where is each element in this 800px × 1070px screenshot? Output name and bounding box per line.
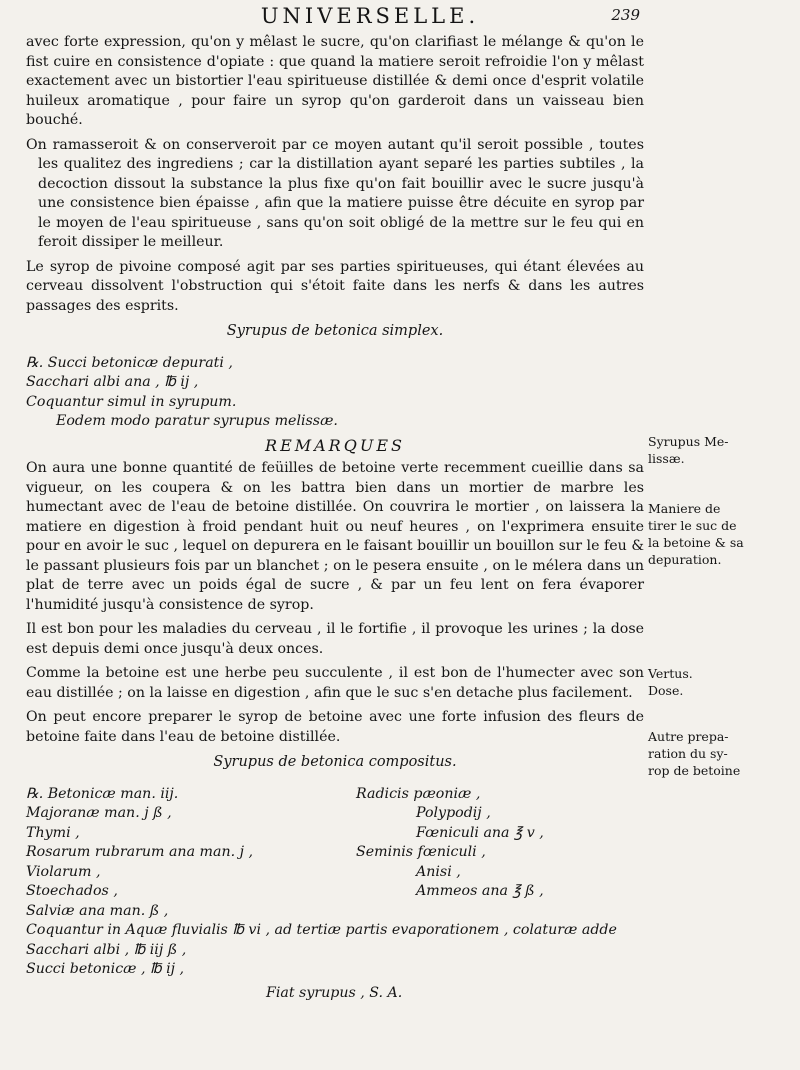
margin-note-melissa: [648, 433, 729, 467]
ingredient: Fœniculi ana ℥ v ,: [416, 824, 544, 841]
margin-note-line: rop de betoine: [648, 763, 741, 778]
ingredient: Anisi ,: [416, 863, 461, 880]
recipe-compositus-tail: [26, 921, 644, 980]
recipe-line: ℞. Succi betonicæ depurati ,: [26, 354, 233, 371]
margin-note-line: Dose.: [648, 683, 684, 698]
heading-simplex: Syrupus de betonica simplex.: [226, 323, 444, 339]
running-title: UNIVERSELLE.: [260, 4, 480, 28]
page-number: 239: [611, 6, 640, 24]
paragraph-ramasser: On ramasseroit & on conserveroit par ce moyen autant qu'il seroit possible , toutes les qualitez des ingrediens ; car la distillation ayant separé les parties subtiles , la decoction dissout la substance la plus fixe qu'on fait bouillir avec le sucre jusqu'à une consistence bien épaisse , afin que la matiere puisse être décuite en syrop par le moyen de l'eau spiritueuse , sans qu'on soit obligé de la mettre sur le feu qui en feroit dissiper le meilleur.: [26, 136, 644, 250]
margin-note-line: la betoine & sa: [648, 535, 744, 550]
ingredient: Polypodij ,: [416, 805, 491, 821]
recipe-simplex: [26, 354, 644, 432]
ingredient: Majoranæ man. j ß ,: [26, 805, 172, 821]
paragraph-opiate: avec forte expression, qu'on y mêlast le sucre, qu'on clarifiast le mélange & qu'on le fist cuire en consistence d'opiate : que quand la matiere seroit refroidie l'on y mêlast exactement avec un bistortier l'eau spiritueuse distillée & demi once d'esprit volatile huileux aromatique , pour faire un syrop qu'on garderoit dans un vaisseau bien bouché.: [26, 34, 644, 128]
ingredient: Radicis pæoniæ ,: [356, 785, 481, 802]
margin-note-line: Maniere de: [648, 501, 721, 516]
margin-note-autre: [648, 728, 740, 779]
recipe-line: Succi betonicæ , ℔ ij ,: [26, 961, 185, 977]
margin-note-line: Autre prepa-: [648, 729, 729, 744]
ingredient: Thymi ,: [26, 824, 80, 841]
margin-note-maniere: [648, 500, 744, 568]
ingredient: Ammeos ana ℥ ß ,: [416, 883, 544, 899]
margin-note-vertus: [648, 665, 693, 699]
remarques-heading: REMARQUES: [265, 435, 405, 455]
margin-note-line: ration du sy-: [648, 746, 728, 761]
paragraph-feuilles: On aura une bonne quantité de feüilles de betoine verte recemment cueillie dans sa vigueur, on les coupera & on les battra bien dans un mortier de marbre les humectant avec de l'eau de betoine distillée. On couvrira le mortier , on laissera la matiere en digestion à froid pendant huit ou neuf heures , on l'exprimera ensuite pour en avoir le suc , lequel on depurera en le faisant bouillir un bouillon sur le feu & le passant plusieurs fois par un blanchet ; on le pesera ensuite , on le mélera dans un plat de terre avec un poids égal de sucre , & par un feu lent on fera évaporer l'humidité jusqu'à consistence de syrop.: [26, 460, 644, 613]
page-header: [0, 2, 800, 32]
ingredient: Violarum ,: [26, 863, 101, 880]
ingredient: [356, 902, 644, 922]
margin-note-line: lissæ.: [648, 451, 685, 466]
recipe-line: Sacchari albi ana , ℔ ij ,: [26, 374, 199, 390]
margin-note-line: tirer le suc de: [648, 518, 737, 533]
margin-note-line: Vertus.: [648, 666, 693, 681]
recipe-line: Sacchari albi , ℔ iij ß ,: [26, 941, 187, 958]
recipe-line: Coquantur in Aquæ fluvialis ℔ vi , ad tertiæ partis evaporationem , colaturæ adde: [26, 922, 617, 938]
ingredient: Stoechados ,: [26, 883, 118, 899]
recipe-line: Coquantur simul in syrupum.: [26, 393, 237, 410]
paragraph-pivoine: Le syrop de pivoine composé agit par ses parties spiritueuses, qui étant élevées au cerveau dissolvent l'obstruction qui s'étoit faite dans les nerfs & dans les autres passages des esprits.: [26, 258, 644, 314]
margin-note-line: Syrupus Me-: [648, 434, 729, 449]
paragraph-humecter: Comme la betoine est une herbe peu succulente , il est bon de l'humecter avec son eau distillée ; on la laisse en digestion , afin que le suc s'en detache plus facilement.: [26, 665, 644, 701]
main-text: [26, 33, 644, 1003]
ingredient: Rosarum rubrarum ana man. j ,: [26, 844, 254, 860]
ingredient: ℞. Betonicæ man. iij.: [26, 785, 179, 802]
recipe-compositus: [26, 785, 644, 922]
heading-compositus: Syrupus de betonica compositus.: [213, 754, 457, 770]
recipe-line: Eodem modo paratur syrupus melissæ.: [56, 413, 338, 429]
ingredient: Seminis fœniculi ,: [356, 844, 486, 860]
paragraph-vertus: Il est bon pour les maladies du cerveau , il le fortifie , il provoque les urines ; la dose est depuis demi once jusqu'à deux onces.: [26, 621, 644, 657]
paragraph-infusion: On peut encore preparer le syrop de betoine avec une forte infusion des fleurs de betoine faite dans l'eau de betoine distillée.: [26, 709, 644, 745]
ingredient: Salviæ ana man. ß ,: [26, 902, 169, 919]
fiat-line: Fiat syrupus , S. A.: [266, 984, 403, 1001]
margin-note-line: depuration.: [648, 552, 722, 567]
